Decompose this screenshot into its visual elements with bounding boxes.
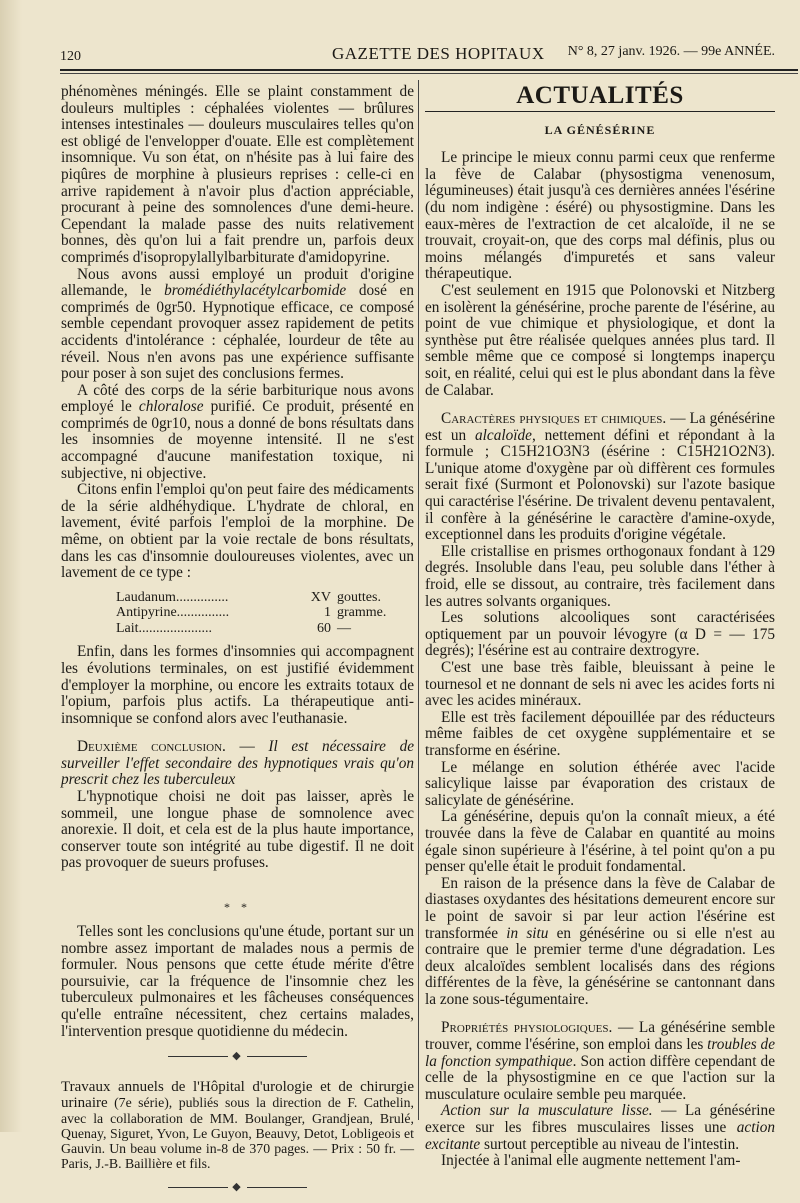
- column-divider: [418, 80, 419, 1120]
- prescription-row: Laudanum............... XV gouttes.: [116, 589, 381, 605]
- paragraph: phénomènes méningés. Elle se plaint constamment de douleurs multiples : céphalées violentes — brûlures intenses intestinales — douleurs musculaires telles qu'on est obligé de l'envelopper d'ouate. Elle est complètement insomnique. Vu son état, on n'hésite pas à lui faire des piqûres de morphine à plusieurs reprises : celle-ci en arrive rapidement à n'avoir plus d'action appréciable, procurant à peine des somnolences d'une demi-heure. Cependant la malade passe des nuits relativement bonnes, dès qu'on lui a fait prendre un, parfois deux comprimés d'isopropylallylbarbiturate d'amidopyrine.: [61, 83, 414, 266]
- paragraph: Enfin, dans les formes d'insomnies qui accompagnent les évolutions terminales, on est justifié évidemment d'employer la morphine, ou encore les extraits totaux de l'opium, parfois plus actifs. La thérapeutique anti-insomnique se confond alors avec l'euthanasie.: [61, 643, 414, 727]
- article-title: LA GÉNÉSÉRINE: [544, 122, 656, 137]
- journal-title: GAZETTE DES HOPITAUX: [332, 44, 545, 63]
- paragraph: Propriétés physiologiques. — La génésérine semble trouver, comme l'ésérine, son emploi dans les troubles de la fonction sympathique. Son action diffère cependant de celle de la physostigmine en ce que l'action sur la musculature oculaire semble peu marquée.: [425, 1019, 775, 1103]
- paragraph: Elle est très facilement dépouillée par des réducteurs même faibles de cet oxygène supplémentaire et se transforme en ésérine.: [425, 708, 775, 759]
- paragraph: C'est seulement en 1915 que Polonovski et Nitzberg en isolèrent la génésérine, proche parente de l'ésérine, au point de vue chimique et physiologique, et dont la synthèse put être réalisée quelques années plus tard. Il semble même que ce composé si longtemps inaperçu soit, en réalité, celui qui est le plus abondant dans la fève de Calabar.: [425, 281, 775, 399]
- section-title: ACTUALITÉS: [516, 82, 684, 109]
- paragraph: Action sur la musculature lisse. — La génésérine exerce sur les fibres musculaires lisses une action excitante surtout perceptible au niveau de l'intestin.: [425, 1102, 775, 1153]
- paragraph: En raison de la présence dans la fève de Calabar de diastases oxydantes des hésitations demeurent encore sur le point de savoir si par leur action l'ésérine est transformée in situ en génésérine ou si elle n'est au contraire que le premier terme d'une dégradation. Les deux alcaloïdes semblent localisés dans des régions différentes de la fève, la génésérine se cantonnant dans la zone sous-tégumentaire.: [425, 874, 775, 1008]
- paragraph: L'hypnotique choisi ne doit pas laisser, après le sommeil, une longue phase de somnolence avec anorexie. Il doit, et cela est de la plus haute importance, conserver toute son intégrité au tube digestif. Il ne doit pas provoquer de sueurs profuses.: [61, 788, 414, 872]
- page-edge-shadow: [0, 0, 22, 1132]
- paragraph: Citons enfin l'emploi qu'on peut faire des médicaments de la série aldhéhydique. L'hydrate de chloral, en lavement, évité parfois l'emploi de la morphine. De même, on obtient par la voie rectale de bons résultats, dans les cas d'insomnie douloureuses violentes, avec un lavement de ce type :: [61, 481, 414, 582]
- paragraph: Le principe le mieux connu parmi ceux que renferme la fève de Calabar (physostigma venenosum, légumineuses) était jusqu'à ces dernières années l'ésérine (du nom indigène : éséré) ou physostigmine. Dans les eaux-mères de l'extraction de cet alcaloïde, il ne se trouvait, croyait-on, que des corps mal définis, plus ou moins mélangés d'impuretés et sans valeur thérapeutique.: [425, 149, 775, 283]
- prescription-row: Lait..................... 60 —: [116, 620, 351, 636]
- asterism: * *: [224, 900, 251, 915]
- issue-info: N° 8, 27 janv. 1926. — 99e ANNÉE.: [567, 44, 775, 59]
- header-rule: [60, 69, 798, 71]
- prescription-row: Antipyrine............... 1 gramme.: [116, 605, 387, 621]
- running-header: [60, 40, 775, 70]
- paragraph: Elle cristallise en prismes orthogonaux fondant à 129 degrés. Insoluble dans l'eau, peu soluble dans l'éther à froid, elle se dissout, au contraire, très facilement dans les autres solvants organiques.: [425, 542, 775, 610]
- conclusion-heading: Deuxième conclusion. — Il est nécessaire de surveiller l'effet secondaire des hypnotiques vrais qu'on prescrit chez les tuberculeux: [61, 738, 415, 789]
- paragraph: Les solutions alcooliques sont caractérisées optiquement par un pouvoir lévogyre (α D = — 175 degrés); l'ésérine est au contraire dextrogyre.: [425, 609, 775, 660]
- paragraph: C'est une base très faible, bleuissant à peine le tournesol et ne donnant de sels ni avec les acides forts ni avec les acides minéraux.: [425, 659, 775, 710]
- paragraph: Le mélange en solution éthérée avec l'acide salicylique laisse par évaporation des cristaux de salicylate de génésérine.: [425, 758, 775, 809]
- right-column: [425, 84, 775, 1170]
- left-column: [61, 84, 414, 1203]
- page-number: 120: [60, 49, 81, 64]
- divider-ornament: ◆: [61, 1048, 414, 1065]
- paragraph: Injectée à l'animal elle augmente nettement l'am-: [441, 1152, 741, 1170]
- divider-ornament: ◆: [61, 1179, 414, 1196]
- bibliography-entry: Travaux annuels de l'Hôpital d'urologie et de chirurgie urinaire (7e série), publiés sous la direction de F. Cathelin, avec la collaboration de MM. Boulanger, Grandjean, Brulé, Quenay, Siguret, Yvon, Le Guyon, Beauvy, Detot, Lobligeois et Gauvin. Un beau volume in-8 de 370 pages. — Prix : 50 fr. — Paris, J.-B. Baillière et fils.: [61, 1078, 414, 1171]
- header-rule-thin: [60, 73, 798, 74]
- paragraph: Nous avons aussi employé un produit d'origine allemande, le bromédiéthylacétylcarbomide dosé en comprimés de 0gr50. Hypnotique efficace, ce composé semble cependant provoquer assez rapidement de petits accidents d'intolérance : céphalée, lourdeur de tête au réveil. Nous n'en avons pas une expérience suffisante pour poser à son sujet des conclusions fermes.: [61, 265, 414, 383]
- prescription: [116, 590, 414, 637]
- paragraph: La génésérine, depuis qu'on la connaît mieux, a été trouvée dans la fève de Calabar en quantité au moins égale sinon supérieure à l'ésérine, à tel point qu'on a pu penser qu'elle était le produit fondamental.: [425, 808, 775, 876]
- paragraph: A côté des corps de la série barbiturique nous avons employé le chloralose purifié. Ce produit, présenté en comprimés de 0gr10, nous a donné de bons résultats dans les insomnies de moyenne intensité. Il ne s'est accompagné d'aucune manifestation toxique, ni subjective, ni objective.: [61, 381, 414, 482]
- paragraph: Caractères physiques et chimiques. — La génésérine est un alcaloïde, nettement défini et répondant à la formule ; C15H21O3N3 (ésérine : C15H21O2N3). L'unique atome d'oxygène par où diffèrent ces formules serait fixé (Surmont et Polonovski) sur l'azote basique qui caractérise l'ésérine. De trivalent devenu pentavalent, il confère à la génésérine le caractère d'amine-oxyde, exceptionnel dans les produits d'origine végétale.: [425, 410, 775, 544]
- paragraph: Telles sont les conclusions qu'une étude, portant sur un nombre assez important de malades nous a permis de formuler. Nous pensons que cette étude mérite d'être poursuivie, car la fréquence de l'insomnie chez les tuberculeux pulmonaires et les fâcheuses conséquences qu'elle entraîne nécessitent, chez certains malades, l'intervention presque quotidienne du médecin.: [61, 923, 414, 1040]
- section-rule: [425, 111, 775, 112]
